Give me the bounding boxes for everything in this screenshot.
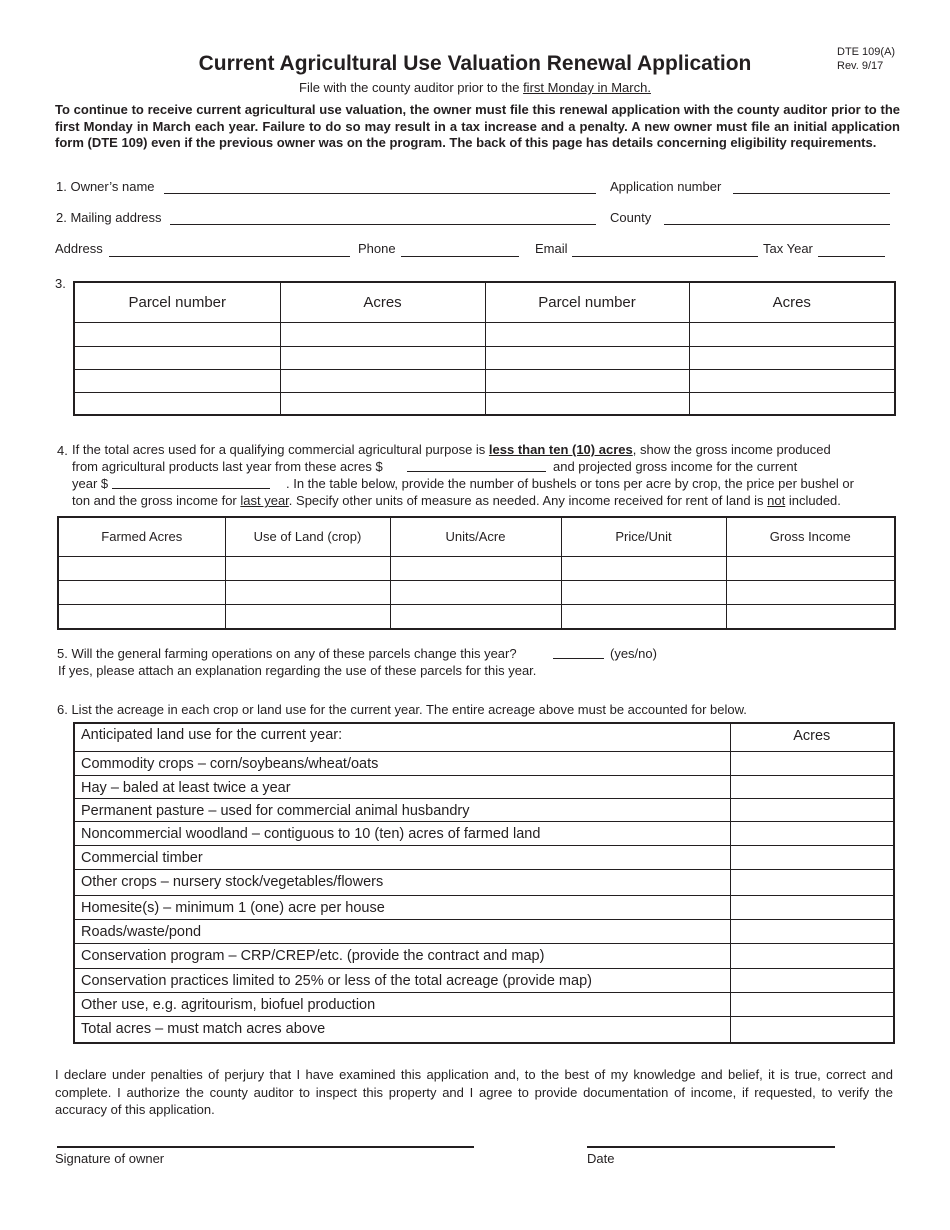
land-use-label: Other use, e.g. agritourism, biofuel production xyxy=(74,992,730,1016)
acres-cell[interactable] xyxy=(280,322,485,346)
form-revision: Rev. 9/17 xyxy=(837,60,884,72)
land-use-acres-cell[interactable] xyxy=(730,798,894,821)
section-4-line-4 xyxy=(72,493,841,508)
table-row xyxy=(58,556,895,580)
header-parcel-number: Parcel number xyxy=(74,282,280,322)
acres-cell[interactable] xyxy=(689,392,895,415)
land-use-row xyxy=(74,943,894,968)
application-number-label: Application number xyxy=(610,179,722,194)
section-4-text: ton and the gross income for xyxy=(72,493,241,508)
section-4-text: , show the gross income produced xyxy=(632,442,831,457)
change-yes-no-field[interactable] xyxy=(553,658,604,659)
header-parcel-number: Parcel number xyxy=(485,282,689,322)
last-year-income-field[interactable] xyxy=(407,471,546,472)
address-field[interactable] xyxy=(109,256,350,257)
price-per-unit-cell[interactable] xyxy=(561,556,726,580)
acres-cell[interactable] xyxy=(689,346,895,369)
farmed-acres-cell[interactable] xyxy=(58,556,225,580)
land-use-header xyxy=(74,723,894,751)
header-use-of-land: Use of Land (crop) xyxy=(225,517,390,556)
table-row xyxy=(58,580,895,604)
income-table-header xyxy=(58,517,895,556)
intro-text: To continue to receive current agricultural use valuation, the owner must file this renewal application with the county auditor prior to the first Monday in March each year. Failure to do so may result in a tax increase and a penalty. A new owner must file an initial application form (DTE 109) even if the previous owner was on the program. The back of this page has details concerning eligibility requirements. xyxy=(55,102,900,150)
land-use-row xyxy=(74,919,894,943)
land-use-acres-cell[interactable] xyxy=(730,992,894,1016)
date-field[interactable] xyxy=(587,1146,835,1148)
parcel-number-cell[interactable] xyxy=(74,322,280,346)
use-of-land-cell[interactable] xyxy=(225,580,390,604)
mailing-address-label: 2. Mailing address xyxy=(56,210,162,225)
section-4-text: If the total acres used for a qualifying commercial agricultural purpose is xyxy=(72,442,489,457)
land-use-row xyxy=(74,869,894,895)
subtitle-deadline: first Monday in March. xyxy=(523,80,651,95)
page-title: Current Agricultural Use Valuation Renewal Application xyxy=(198,52,752,75)
land-use-row xyxy=(74,992,894,1016)
phone-label: Phone xyxy=(358,241,396,256)
projected-income-field[interactable] xyxy=(112,488,270,489)
price-per-unit-cell[interactable] xyxy=(561,604,726,629)
table-row xyxy=(74,369,895,392)
land-use-label: Commercial timber xyxy=(74,845,730,869)
tax-year-field[interactable] xyxy=(818,256,885,257)
acres-cell[interactable] xyxy=(280,369,485,392)
parcel-number-cell[interactable] xyxy=(485,392,689,415)
parcel-number-cell[interactable] xyxy=(485,369,689,392)
parcel-number-cell[interactable] xyxy=(74,346,280,369)
header-anticipated-land-use: Anticipated land use for the current year: xyxy=(74,723,730,751)
land-use-row xyxy=(74,845,894,869)
land-use-label: Hay – baled at least twice a year xyxy=(74,775,730,798)
county-field[interactable] xyxy=(664,224,890,225)
address-label: Address xyxy=(55,241,103,256)
land-use-acres-cell[interactable] xyxy=(730,919,894,943)
land-use-label: Conservation program – CRP/CREP/etc. (provide the contract and map) xyxy=(74,943,730,968)
header-acres: Acres xyxy=(280,282,485,322)
owner-signature-field[interactable] xyxy=(57,1146,474,1148)
use-of-land-cell[interactable] xyxy=(225,556,390,580)
parcel-number-cell[interactable] xyxy=(485,346,689,369)
section-4-text: included. xyxy=(785,493,841,508)
email-field[interactable] xyxy=(572,256,758,257)
header-gross-income: Gross Income xyxy=(726,517,895,556)
parcel-number-cell[interactable] xyxy=(74,369,280,392)
land-use-label: Noncommercial woodland – contiguous to 10 (ten) acres of farmed land xyxy=(74,821,730,845)
gross-income-cell[interactable] xyxy=(726,604,895,629)
farmed-acres-cell[interactable] xyxy=(58,580,225,604)
land-use-acres-cell[interactable] xyxy=(730,775,894,798)
email-label: Email xyxy=(535,241,568,256)
section-4-emphasis: last year xyxy=(240,493,289,508)
land-use-row xyxy=(74,895,894,919)
date-label: Date xyxy=(587,1151,615,1166)
gross-income-cell[interactable] xyxy=(726,580,895,604)
land-use-acres-cell[interactable] xyxy=(730,943,894,968)
land-use-label: Conservation practices limited to 25% or less of the total acreage (provide map) xyxy=(74,968,730,992)
application-number-field[interactable] xyxy=(733,193,890,194)
acres-cell[interactable] xyxy=(689,322,895,346)
section-5-yes-no: (yes/no) xyxy=(610,646,657,661)
table-row xyxy=(74,322,895,346)
land-use-row xyxy=(74,821,894,845)
phone-field[interactable] xyxy=(401,256,519,257)
units-per-acre-cell[interactable] xyxy=(390,580,561,604)
land-use-acres-cell[interactable] xyxy=(730,751,894,775)
table-row xyxy=(74,346,895,369)
land-use-label: Permanent pasture – used for commercial animal husbandry xyxy=(74,798,730,821)
land-use-label: Commodity crops – corn/soybeans/wheat/oats xyxy=(74,751,730,775)
acreage-threshold: less than ten (10) acres xyxy=(488,442,633,457)
tax-year-label: Tax Year xyxy=(763,241,813,256)
parcel-table-header xyxy=(74,282,895,322)
parcel-number-cell[interactable] xyxy=(74,392,280,415)
section-5-instruction: If yes, please attach an explanation regarding the use of these parcels for this year. xyxy=(58,663,537,678)
land-use-row xyxy=(74,798,894,821)
acres-cell[interactable] xyxy=(280,346,485,369)
section-4-line-3a: year $ xyxy=(72,476,109,491)
land-use-row xyxy=(74,1016,894,1043)
gross-income-cell[interactable] xyxy=(726,556,895,580)
land-use-acres-cell[interactable] xyxy=(730,869,894,895)
section-4-line-2: from agricultural products last year from these acres $ xyxy=(72,459,383,474)
section-5-question: 5. Will the general farming operations on any of these parcels change this year? xyxy=(57,646,517,661)
owner-signature-label: Signature of owner xyxy=(55,1151,165,1166)
price-per-unit-cell[interactable] xyxy=(561,580,726,604)
use-of-land-cell[interactable] xyxy=(225,604,390,629)
form-id: DTE 109(A) xyxy=(837,46,896,58)
header-acres: Acres xyxy=(730,723,894,751)
section-3-number: 3. xyxy=(55,276,66,291)
acres-cell[interactable] xyxy=(280,392,485,415)
parcel-table xyxy=(73,281,896,416)
land-use-label: Total acres – must match acres above xyxy=(74,1016,730,1043)
land-use-table xyxy=(73,722,895,1044)
income-table xyxy=(57,516,896,630)
section-4-text: . Specify other units of measure as needed. Any income received for rent of land is xyxy=(288,493,768,508)
owner-name-field[interactable] xyxy=(164,193,596,194)
section-4-line-2b: and projected gross income for the current xyxy=(553,459,798,474)
acres-cell[interactable] xyxy=(689,369,895,392)
land-use-label: Roads/waste/pond xyxy=(74,919,730,943)
land-use-label: Homesite(s) – minimum 1 (one) acre per house xyxy=(74,895,730,919)
land-use-acres-cell[interactable] xyxy=(730,845,894,869)
header-units-per-acre: Units/Acre xyxy=(390,517,561,556)
land-use-row xyxy=(74,751,894,775)
declaration-text: I declare under penalties of perjury that I have examined this application and, to the best of my knowledge and belief, it is true, correct and complete. I authorize the county auditor to inspect this property and I agree to provide documentation of income, if requested, to verify the accuracy of this application. xyxy=(55,1067,893,1117)
section-6-intro: 6. List the acreage in each crop or land use for the current year. The entire acreage above must be accounted for below. xyxy=(57,702,747,717)
land-use-row xyxy=(74,968,894,992)
section-4-emphasis: not xyxy=(767,493,786,508)
mailing-address-field[interactable] xyxy=(170,224,596,225)
section-4-number: 4. xyxy=(57,443,68,458)
land-use-label: Other crops – nursery stock/vegetables/flowers xyxy=(74,869,730,895)
table-row xyxy=(74,392,895,415)
section-4-line-3b: . In the table below, provide the number of bushels or tons per acre by crop, the price per bushel or xyxy=(286,476,854,491)
units-per-acre-cell[interactable] xyxy=(390,604,561,629)
land-use-acres-cell[interactable] xyxy=(730,1016,894,1043)
section-4-line-1 xyxy=(72,442,831,457)
table-row xyxy=(58,604,895,629)
parcel-number-cell[interactable] xyxy=(485,322,689,346)
land-use-row xyxy=(74,775,894,798)
owner-name-label: 1. Owner’s name xyxy=(56,179,155,194)
subtitle-prefix: File with the county auditor prior to the xyxy=(299,80,524,95)
farmed-acres-cell[interactable] xyxy=(58,604,225,629)
header-price-per-unit: Price/Unit xyxy=(561,517,726,556)
header-farmed-acres: Farmed Acres xyxy=(58,517,225,556)
land-use-acres-cell[interactable] xyxy=(730,968,894,992)
land-use-acres-cell[interactable] xyxy=(730,895,894,919)
units-per-acre-cell[interactable] xyxy=(390,556,561,580)
land-use-acres-cell[interactable] xyxy=(730,821,894,845)
page-subtitle xyxy=(0,80,950,95)
header-acres: Acres xyxy=(689,282,895,322)
county-label: County xyxy=(610,210,652,225)
